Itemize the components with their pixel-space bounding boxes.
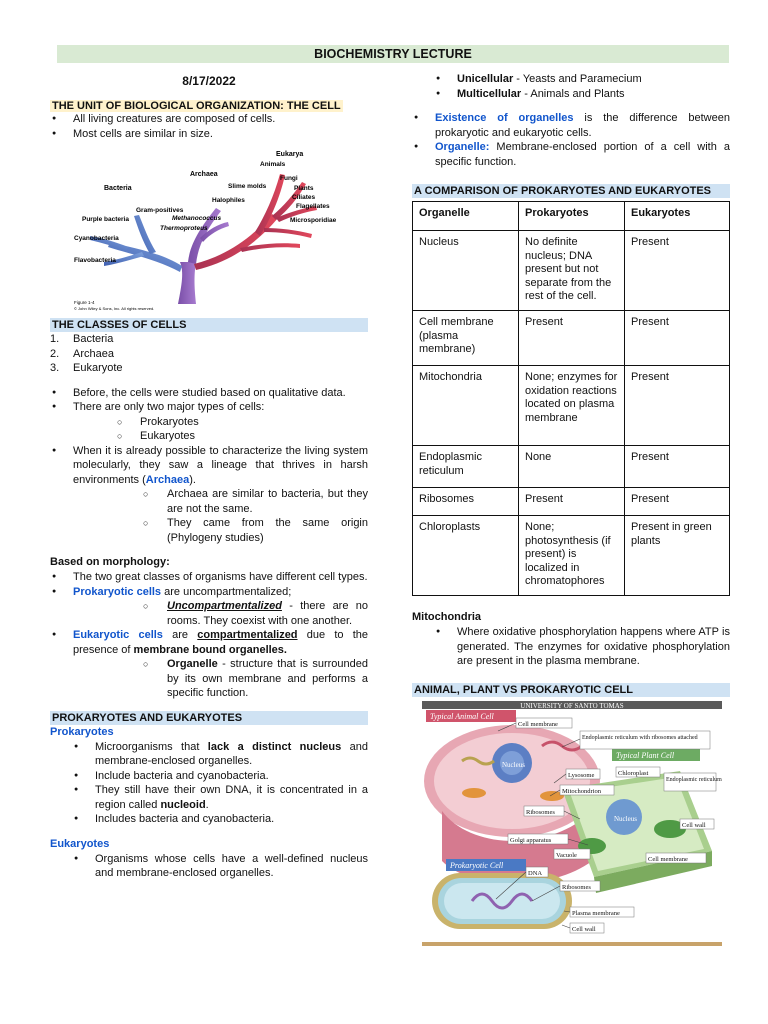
tree-label: Thermoproteus — [160, 225, 208, 232]
comparison-table — [412, 201, 730, 596]
tree-label: Ciliates — [292, 194, 316, 201]
table-cell: Cell membrane (plasma membrane) — [413, 311, 519, 366]
mitochondria-bullets — [412, 625, 730, 669]
list-item: ● Most cells are similar in size. — [50, 127, 368, 142]
table-row — [413, 488, 730, 516]
table-cell: Endoplasmic reticulum — [413, 446, 519, 488]
figure-label: Lysosome — [568, 771, 595, 779]
figure-label: Plasma membrane — [572, 909, 620, 917]
classes-bullets — [50, 386, 368, 546]
plant-cell-title: Typical Plant Cell — [616, 750, 675, 760]
table-header-cell: Eukaryotes — [625, 202, 730, 231]
table-cell: None; photosynthesis (if present) is localized in chromatophores — [519, 516, 625, 596]
figure-caption: Figure 1-4 — [74, 300, 95, 305]
figure-label: Cell membrane — [518, 720, 558, 728]
table-row — [413, 516, 730, 596]
list-item: ○ Prokaryotes — [50, 415, 368, 430]
tree-label: Bacteria — [104, 185, 132, 192]
list-item: ● There are only two major types of cells: — [50, 400, 368, 415]
document-title: BIOCHEMISTRY LECTURE — [57, 45, 729, 63]
tree-label: Cyanobacteria — [74, 235, 119, 242]
list-item: ○ Organelle - structure that is surrounded by its own membrane and performs a specific function. — [50, 657, 368, 701]
organelle-bullets — [412, 111, 730, 169]
prokaryotes-subheading: Prokaryotes — [50, 725, 114, 738]
figure-label: Endoplasmic reticulum — [666, 776, 722, 783]
section-heading-cells: ANIMAL, PLANT VS PROKARYOTIC CELL — [412, 683, 730, 697]
figure-credit: © John Wiley & Sons, Inc. All rights reserved. — [74, 306, 155, 311]
classes-numbered-list — [50, 332, 368, 376]
list-item: ● Multicellular - Animals and Plants — [412, 87, 730, 102]
list-item: 2. Archaea — [50, 347, 114, 360]
animal-nucleus-label: Nucleus — [502, 760, 525, 769]
tree-label: Microsporidiae — [290, 217, 337, 224]
table-row — [413, 231, 730, 311]
cell-types-figure — [412, 701, 730, 946]
cell-illustration — [412, 701, 730, 946]
table-cell: None; enzymes for oxidation reactions located on plasma membrane — [519, 366, 625, 446]
list-item: ● Organisms whose cells have a well-defined nucleus and membrane-enclosed organelles. — [50, 852, 368, 881]
table-cell: Present in green plants — [625, 516, 730, 596]
table-cell: Nucleus — [413, 231, 519, 311]
figure-label: Endoplasmic reticulum with ribosomes attached — [582, 734, 698, 741]
list-item: ● Eukaryotic cells are compartmentalized due to the presence of membrane bound organelles. — [50, 628, 368, 657]
table-cell: Present — [625, 231, 730, 311]
list-item: ○ Archaea are similar to bacteria, but they are not the same. — [50, 487, 368, 516]
lecture-date: 8/17/2022 — [182, 74, 236, 88]
cell-count-bullets — [412, 72, 730, 101]
figure-label: Cell wall — [572, 925, 596, 933]
list-item: ● Unicellular - Yeasts and Paramecium — [412, 72, 730, 87]
left-column — [50, 72, 368, 881]
animal-cell-title: Typical Animal Cell — [430, 711, 494, 721]
table-row — [413, 311, 730, 366]
table-row — [413, 366, 730, 446]
list-item: ● Include bacteria and cyanobacteria. — [50, 769, 368, 784]
table-cell: Ribosomes — [413, 488, 519, 516]
figure-label: Vacuole — [556, 851, 577, 859]
list-item: ● Prokaryotic cells are uncompartmentalized; — [50, 585, 368, 600]
table-header-cell: Organelle — [413, 202, 519, 231]
prokaryotic-cell-title: Prokaryotic Cell — [450, 860, 504, 870]
list-item: ○ Uncompartmentalized - there are no rooms. They coexist with one another. — [50, 599, 368, 628]
list-item: ● They still have their own DNA, it is concentrated in a region called nucleoid. — [50, 783, 368, 812]
section-heading-unit: THE UNIT OF BIOLOGICAL ORGANIZATION: THE CELL — [52, 100, 341, 112]
eukaryotes-subheading: Eukaryotes — [50, 837, 110, 850]
tree-label: Plants — [294, 185, 314, 192]
list-item: ● When it is already possible to characterize the living system molecularly, they saw a lineage that thrives in harsh environments (Archaea). — [50, 444, 368, 488]
section-heading-classes: THE CLASSES OF CELLS — [50, 318, 368, 332]
figure-label: DNA — [528, 869, 543, 877]
table-cell: Present — [519, 488, 625, 516]
table-cell: Present — [625, 311, 730, 366]
mitochondria-heading: Mitochondria — [412, 611, 482, 623]
tree-label: Eukarya — [276, 151, 304, 158]
list-item: ● The two great classes of organisms have different cell types. — [50, 570, 368, 585]
figure-label: Chloroplast — [618, 769, 649, 777]
tree-label: Archaea — [190, 171, 218, 178]
figure-label: Cell membrane — [648, 855, 688, 863]
table-cell: Mitochondria — [413, 366, 519, 446]
table-cell: Present — [625, 366, 730, 446]
tree-label: Flavobacteria — [74, 257, 116, 264]
table-cell: Chloroplasts — [413, 516, 519, 596]
tree-label: Animals — [260, 161, 286, 168]
list-item: 3. Eukaryote — [50, 362, 123, 374]
phylogenetic-tree-figure — [50, 144, 368, 314]
table-header-row — [413, 202, 730, 231]
list-item: ● Microorganisms that lack a distinct nucleus and membrane-enclosed organelles. — [50, 740, 368, 769]
list-item: ● All living creatures are composed of cells. — [50, 112, 368, 127]
figure-label: Cell wall — [682, 821, 706, 829]
figure-label: Golgi apparatus — [510, 836, 552, 844]
morphology-bullets — [50, 570, 368, 701]
figure-label: Ribosomes — [526, 808, 555, 816]
table-cell: None — [519, 446, 625, 488]
list-item: ● Organelle: Membrane-enclosed portion of a cell with a specific function. — [412, 140, 730, 169]
list-item: 1. Bacteria — [50, 333, 114, 345]
list-item: ● Where oxidative phosphorylation happens where ATP is generated. The enzymes for oxidative phosphorylation are present in the plasma membrane. — [412, 625, 730, 669]
table-row — [413, 446, 730, 488]
list-item: ● Existence of organelles is the difference between prokaryotic and eukaryotic cells. — [412, 111, 730, 140]
morphology-heading: Based on morphology: — [50, 556, 170, 568]
eukaryotes-bullets — [50, 852, 368, 881]
right-column — [412, 72, 730, 946]
tree-label: Fungi — [280, 175, 298, 182]
table-cell: Present — [625, 446, 730, 488]
table-header-cell: Prokaryotes — [519, 202, 625, 231]
tree-label: Flagellates — [296, 203, 330, 210]
tree-illustration — [50, 144, 368, 314]
table-cell: No definite nucleus; DNA present but not separate from the rest of the cell. — [519, 231, 625, 311]
section-heading-pro-euk: PROKARYOTES AND EUKARYOTES — [50, 711, 368, 725]
section-heading-comparison: A COMPARISON OF PROKARYOTES AND EUKARYOTES — [412, 184, 730, 198]
list-item: ● Includes bacteria and cyanobacteria. — [50, 812, 368, 827]
table-cell: Present — [519, 311, 625, 366]
list-item: ● Before, the cells were studied based on qualitative data. — [50, 386, 368, 401]
list-item: ○ Eukaryotes — [50, 429, 368, 444]
prokaryotes-bullets — [50, 740, 368, 827]
tree-label: Halophiles — [212, 197, 245, 204]
plant-nucleus-label: Nucleus — [614, 814, 637, 823]
figure-label: Mitochondrion — [562, 787, 601, 795]
table-cell: Present — [625, 488, 730, 516]
tree-label: Purple bacteria — [82, 216, 129, 223]
figure-label: Ribosomes — [562, 883, 591, 891]
tree-label: Slime molds — [228, 183, 267, 190]
tree-label: Gram-positives — [136, 207, 184, 214]
tree-label: Methanococcus — [172, 215, 222, 222]
figure-banner: UNIVERSITY OF SANTO TOMAS — [520, 701, 624, 710]
list-item: ○ They came from the same origin (Phylogeny studies) — [50, 516, 368, 545]
unit-bullets — [50, 112, 368, 141]
